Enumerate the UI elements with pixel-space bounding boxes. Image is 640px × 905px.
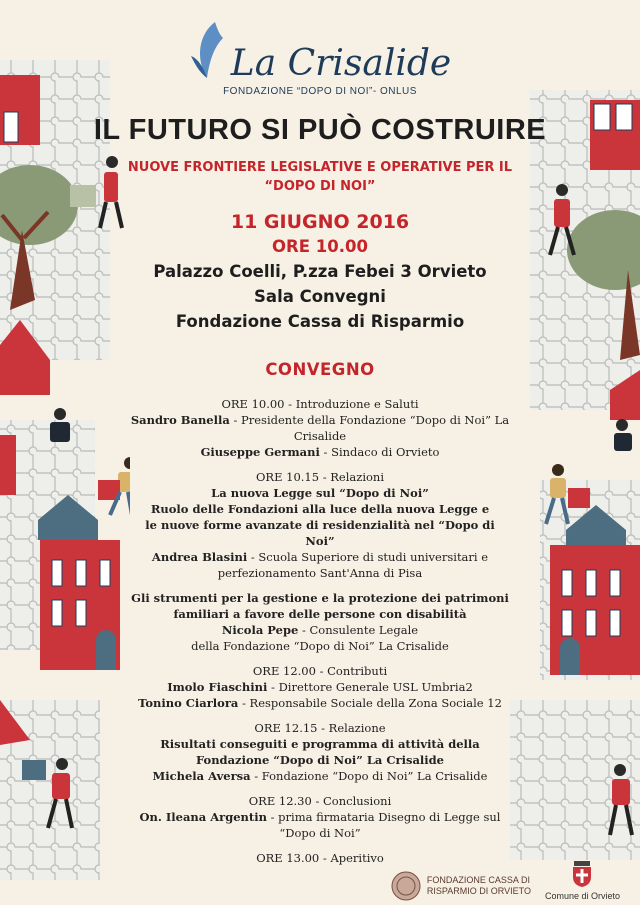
program-time: ORE 10.00 - Introduzione e Saluti	[221, 397, 419, 411]
program-block-6	[130, 793, 510, 841]
speaker-name: Giuseppe Germani	[200, 445, 320, 459]
speaker-name: Michela Aversa	[152, 769, 251, 783]
event-place: Palazzo Coelli, P.zza Febei 3 Orvieto	[153, 262, 487, 281]
program-time: ORE 12.30 - Conclusioni	[248, 794, 392, 808]
program-block-5	[130, 720, 510, 784]
speaker-role-cont: perfezionamento Sant'Anna di Pisa	[217, 566, 423, 580]
coat-of-arms-icon	[571, 861, 593, 887]
program-time: ORE 12.00 - Contributi	[252, 664, 388, 678]
speaker-role: - Presidente della Fondazione “Dopo di Noi” La Crisalide	[229, 413, 510, 443]
speaker-name: Nicola Pepe	[221, 623, 299, 637]
speaker-name: On. Ileana Argentin	[139, 810, 267, 824]
butterfly-icon	[189, 18, 225, 84]
talk-title: familiari a favore delle persone con disabilità	[173, 607, 467, 621]
speaker-role: - prima firmataria Disegno di Legge sul “Dopo di Noi”	[266, 810, 501, 840]
seal-icon	[391, 871, 421, 901]
comune-name: Comune di Orvieto	[544, 891, 620, 901]
talk-title: Ruolo delle Fondazioni alla luce della nuova Legge e	[150, 502, 490, 516]
subtitle-line-2: “DOPO DI NOI”	[264, 179, 376, 194]
event-info	[0, 210, 640, 334]
event-date: 11 GIUGNO 2016	[230, 211, 410, 233]
program-block-2	[130, 469, 510, 581]
event-time: ORE 10.00	[272, 237, 368, 256]
fcr-sponsor	[391, 871, 531, 901]
subtitle-line-1: NUOVE FRONTIERE LEGISLATIVE E OPERATIVE PER IL	[127, 160, 513, 175]
program-time: ORE 12.15 - Relazione	[254, 721, 386, 735]
talk-title: Gli strumenti per la gestione e la protezione dei patrimoni	[131, 591, 509, 605]
speaker-role-cont: della Fondazione “Dopo di Noi” La Crisalide	[191, 639, 449, 653]
talk-title: La nuova Legge sul “Dopo di Noi”	[211, 486, 429, 500]
speaker-line	[130, 549, 510, 565]
program-time: ORE 10.15 - Relazioni	[256, 470, 384, 484]
logo-subtitle: FONDAZIONE “DOPO DI NOI”- ONLUS	[223, 86, 417, 97]
speaker-role: - Responsabile Sociale della Zona Sociale 12	[238, 696, 502, 710]
footer	[391, 861, 620, 901]
speaker-line	[130, 695, 510, 711]
speaker-line	[130, 444, 510, 460]
speaker-name: Imolo Fiaschini	[167, 680, 268, 694]
program-block-1	[130, 396, 510, 460]
speaker-line	[130, 768, 510, 784]
speaker-role: - Scuola Superiore di studi universitari e	[247, 550, 489, 564]
speaker-role: - Fondazione “Dopo di Noi” La Crisalide	[250, 769, 488, 783]
speaker-name: Tonino Ciarlora	[138, 696, 239, 710]
talk-title: le nuove forme avanzate di residenzialità nel “Dopo di Noi”	[145, 518, 495, 548]
logo-name: La Crisalide	[230, 43, 452, 84]
speaker-line	[130, 679, 510, 695]
speaker-line	[130, 809, 510, 841]
event-room: Sala Convegni	[254, 287, 386, 306]
speaker-role: - Consulente Legale	[298, 623, 419, 637]
program	[130, 396, 510, 875]
fcr-line-1: FONDAZIONE CASSA DI	[426, 875, 530, 885]
comune-sponsor	[545, 861, 620, 901]
speaker-name: Andrea Blasini	[151, 550, 248, 564]
speaker-line	[130, 412, 510, 444]
talk-title: Risultati conseguiti e programma di attività della	[160, 737, 480, 751]
fcr-line-2: RISPARMIO DI ORVIETO	[426, 886, 531, 896]
section-title: CONVEGNO	[265, 360, 375, 379]
event-host: Fondazione Cassa di Risparmio	[175, 312, 465, 331]
speaker-line	[130, 622, 510, 638]
subtitle	[0, 158, 640, 196]
program-time: ORE 13.00 - Aperitivo	[256, 851, 384, 865]
speaker-name: Sandro Banella	[130, 413, 230, 427]
talk-title: Fondazione “Dopo di Noi” La Crisalide	[195, 753, 444, 767]
speaker-role: - Direttore Generale USL Umbria2	[267, 680, 473, 694]
speaker-role: - Sindaco di Orvieto	[319, 445, 440, 459]
logo	[0, 18, 640, 97]
program-block-4	[130, 663, 510, 711]
program-block-3	[130, 590, 510, 654]
page-title: IL FUTURO SI PUÒ COSTRUIRE	[93, 114, 547, 146]
